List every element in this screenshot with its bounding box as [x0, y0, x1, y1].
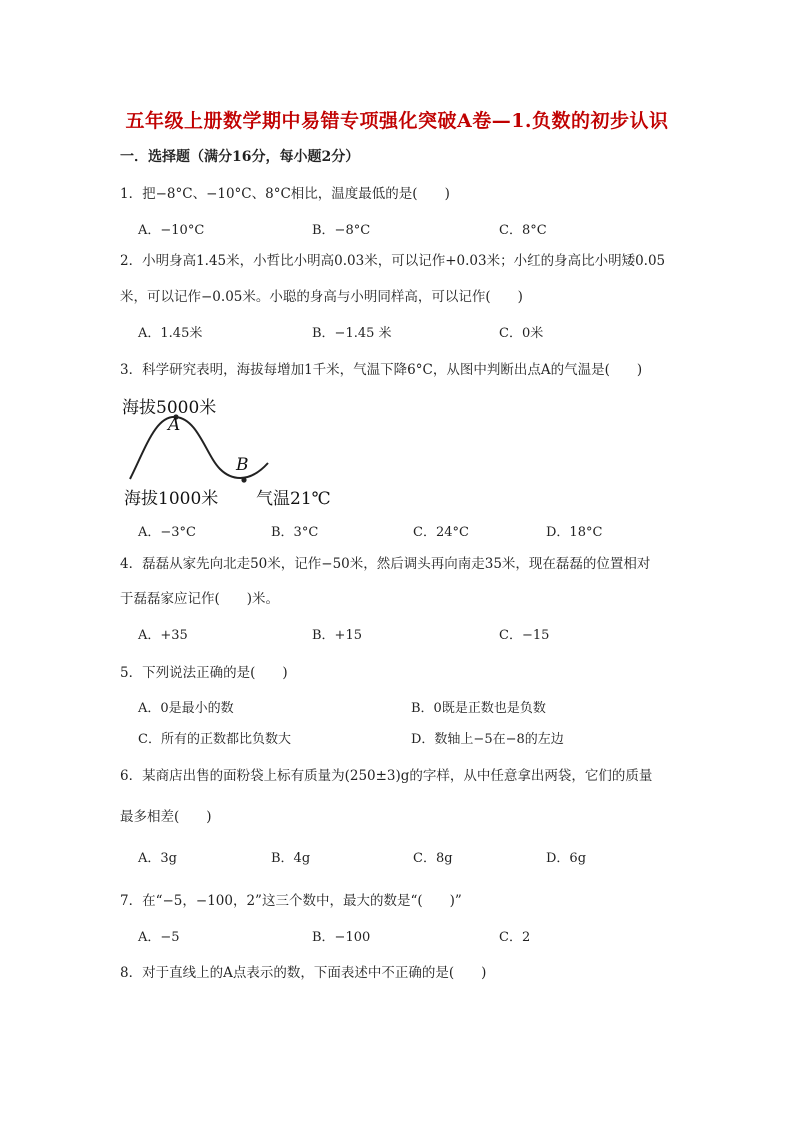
- question-7-text: 7．在“−5，−100，2”这三个数中，最大的数是“( )”: [120, 893, 462, 909]
- question-7-option-b: B．−100: [312, 930, 371, 945]
- point-b-dot: [241, 477, 246, 482]
- question-6-option-c: C．8g: [413, 851, 453, 866]
- question-1-option-a: A．−10°C: [138, 223, 205, 238]
- question-3-text: 3．科学研究表明，海拔每增加1千米，气温下降6°C，从图中判断出点A的气温是( ): [120, 362, 643, 378]
- question-6-option-b: B．4g: [271, 851, 311, 866]
- question-2-text-line1: 2．小明身高1.45米，小哲比小明高0.03米，可以记作+0.03米；小红的身高比小明矮0.05: [120, 253, 666, 269]
- question-3-option-a: A．−3°C: [138, 525, 196, 540]
- question-8-text: 8．对于直线上的A点表示的数，下面表述中不正确的是( ): [120, 965, 487, 981]
- question-2-option-a: A．1.45米: [138, 326, 203, 341]
- page-title: 五年级上册数学期中易错专项强化突破A卷—1.负数的初步认识: [125, 110, 669, 132]
- question-5-option-b: B．0既是正数也是负数: [411, 701, 546, 716]
- point-a-label: A: [168, 415, 181, 435]
- temperature-label: 气温21℃: [256, 489, 331, 509]
- question-5-text: 5．下列说法正确的是( ): [120, 665, 288, 681]
- section-heading: 一．选择题（满分16分，每小题2分）: [120, 149, 360, 165]
- altitude-bottom-label: 海拔1000米: [124, 489, 219, 509]
- altitude-figure: [118, 387, 358, 509]
- question-2-text-line2: 米，可以记作−0.05米。小聪的身高与小明同样高，可以记作( ): [120, 289, 523, 305]
- question-7-option-a: A．−5: [138, 930, 180, 945]
- question-4-text-line1: 4．磊磊从家先向北走50米，记作−50米，然后调头再向南走35米，现在磊磊的位置相对: [120, 556, 651, 572]
- question-5-option-c: C．所有的正数都比负数大: [138, 732, 291, 747]
- question-6-text-line1: 6．某商店出售的面粉袋上标有质量为(250±3)g的字样，从中任意拿出两袋，它们的质量: [120, 768, 653, 784]
- question-2-option-b: B．−1.45 米: [312, 326, 392, 341]
- question-4-option-b: B．+15: [312, 628, 362, 643]
- question-4-text-line2: 于磊磊家应记作( )米。: [120, 591, 280, 607]
- question-5-option-a: A．0是最小的数: [138, 701, 234, 716]
- question-6-option-d: D．6g: [546, 851, 587, 866]
- question-1-option-b: B．−8°C: [312, 223, 371, 238]
- question-6-text-line2: 最多相差( ): [120, 809, 212, 825]
- question-2-option-c: C．0米: [499, 326, 544, 341]
- question-1-option-c: C．8°C: [499, 223, 547, 238]
- point-b-label: B: [236, 455, 249, 475]
- question-6-option-a: A．3g: [138, 851, 177, 866]
- altitude-top-label: 海拔5000米: [122, 398, 217, 418]
- question-5-option-d: D．数轴上−5在−8的左边: [411, 732, 564, 747]
- question-3-option-b: B．3°C: [271, 525, 319, 540]
- question-1-text: 1．把−8°C、−10°C、8°C相比，温度最低的是( ): [120, 186, 450, 202]
- question-3-option-c: C．24°C: [413, 525, 469, 540]
- question-4-option-c: C．−15: [499, 628, 550, 643]
- question-3-option-d: D．18°C: [546, 525, 603, 540]
- question-7-option-c: C．2: [499, 930, 531, 945]
- question-4-option-a: A．+35: [138, 628, 188, 643]
